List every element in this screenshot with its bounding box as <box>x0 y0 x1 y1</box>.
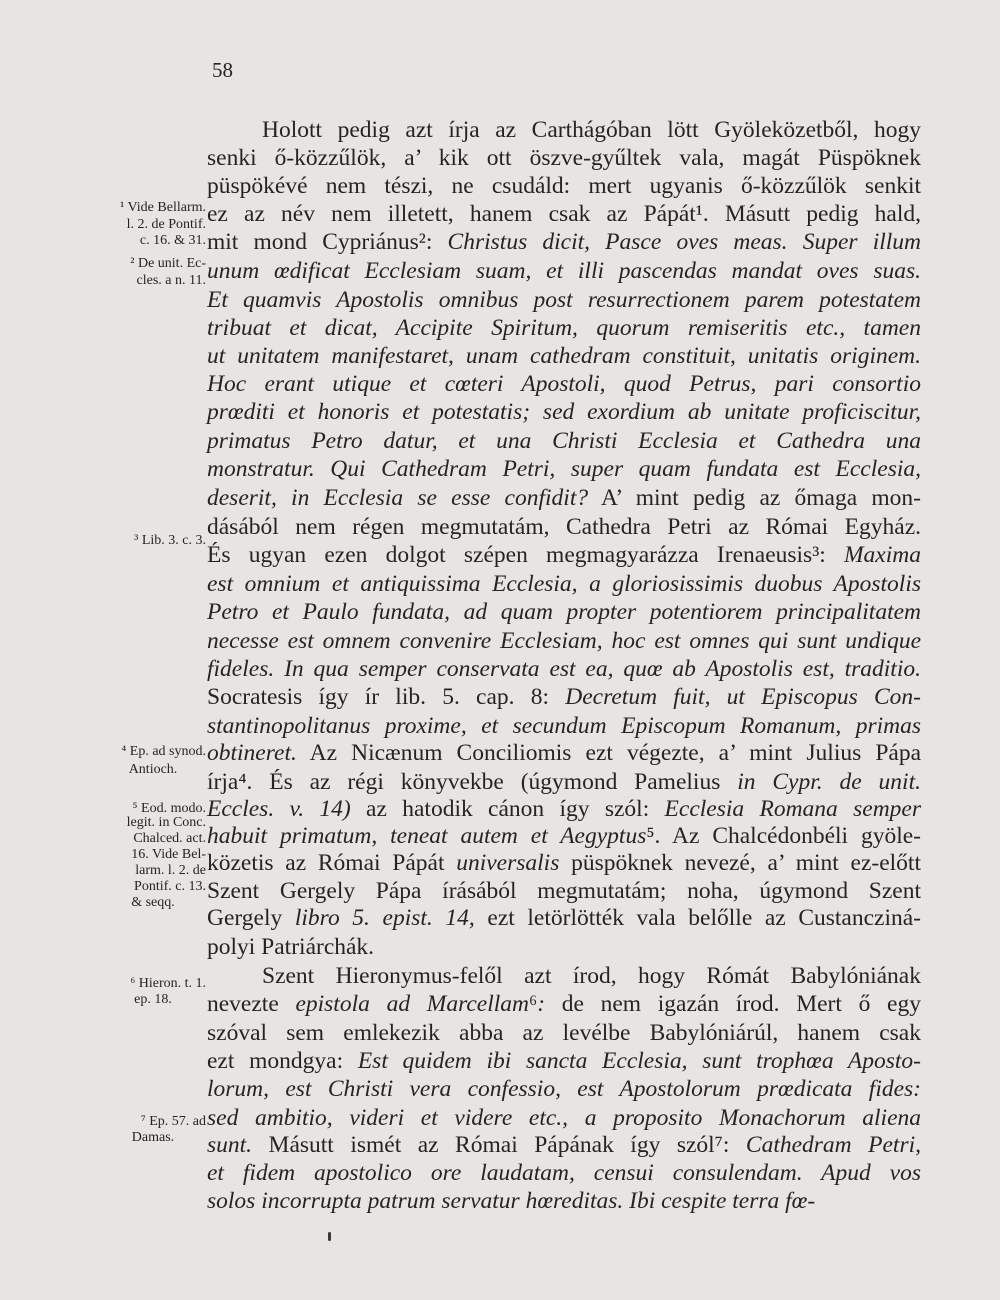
text-line: ut unitatem manifestaret, unam cathedram constituit, unitatis originem. <box>207 343 921 369</box>
text-line: dásából nem régen megmutatám, Cathedra Petri az Római Egyház. <box>207 514 921 540</box>
margin-note: legit. in Conc. <box>126 815 206 830</box>
margin-note: 16. Vide Bel- <box>131 847 206 862</box>
margin-note: ² De unit. Ec- <box>130 256 206 271</box>
margin-note: ³ Lib. 3. c. 3. <box>134 533 206 548</box>
text-line: est omnium et antiquissima Ecclesia, a gloriosissimis duobus Apostolis <box>207 571 921 597</box>
text-line: Petro et Paulo fundata, ad quam propter potentiorem principalitatem <box>207 599 921 625</box>
text-line: stantinopolitanus proxime, et secundum Episcopum Romanum, primas <box>207 713 921 739</box>
text-line: És ugyan ezen dolgot szépen megmagyarázza Irenaeusis³: Maxima <box>207 542 921 568</box>
text-line: mit mond Cypriánus²: Christus dicit, Pasce oves meas. Super illum <box>207 229 922 255</box>
text-line: necesse est omnem convenire Ecclesiam, hoc est omnes qui sunt undique <box>207 628 921 654</box>
text-line: solos incorrupta patrum servatur hœreditas. Ibi cespite terra fœ- <box>207 1188 816 1214</box>
text-line: senki ő-közzűlök, a’ kik ott öszve-gyűltek vala, magát Püspöknek <box>207 145 921 171</box>
text-line: habuit primatum, teneat autem et Aegyptus⁵. Az Chalcédonbéli gyöle- <box>207 823 921 849</box>
margin-note: larm. l. 2. de <box>135 863 206 878</box>
text-line: obtineret. Az Nicænum Conciliomis ezt végezte, a’ mint Julius Pápa <box>207 740 921 766</box>
text-line: monstratur. Qui Cathedram Petri, super quam fundata est Ecclesia, <box>207 456 921 482</box>
text-line: deserit, in Ecclesia se esse confidit? A’ mint pedig az őmaga mon- <box>207 485 921 511</box>
text-line: sed ambitio, videri et videre etc., a proposito Monachorum aliena <box>207 1105 921 1131</box>
text-line: Gergely libro 5. epist. 14, ezt letörlötték vala belőlle az Custancziná- <box>207 905 921 931</box>
text-line: lorum, est Christi vera confessio, est Apostolorum prœdicata fides: <box>207 1076 921 1102</box>
text-line: sunt. Másutt ismét az Római Pápának így szól⁷: Cathedram Petri, <box>207 1132 921 1158</box>
margin-note: Chalced. act. <box>133 831 206 846</box>
margin-note: c. 16. & 31. <box>139 233 206 248</box>
margin-note: ⁶ Hieron. t. 1. <box>130 976 206 991</box>
text-line: polyi Patriárchák. <box>207 934 375 960</box>
page-number: 58 <box>212 58 233 82</box>
text-line: unum œdificat Ecclesiam suam, et illi pascendas mandat oves suas. <box>207 258 921 284</box>
margin-note: ⁴ Ep. ad synod. <box>121 744 206 759</box>
text-line: Eccles. v. 14) az hatodik cánon így szól: Ecclesia Romana semper <box>207 796 921 822</box>
text-line: Holott pedig azt írja az Carthágóban lött Gyöleközetből, hogy <box>262 117 921 143</box>
text-line: ezt mondgya: Est quidem ibi sancta Ecclesia, sunt trophœa Aposto- <box>207 1048 921 1074</box>
margin-note: ep. 18. <box>134 992 172 1007</box>
text-line: nevezte epistola ad Marcellam⁶: de nem igazán írod. Mert ő egy <box>207 991 921 1017</box>
text-line: szóval sem emlekezik abba az levélbe Babylóniárúl, hanem csak <box>207 1020 921 1046</box>
text-line: tribuat et dicat, Accipite Spiritum, quorum remiseritis etc., tamen <box>207 315 921 341</box>
margin-note: Damas. <box>131 1130 175 1145</box>
text-line: írja⁴. És az régi könyvekbe (úgymond Pamelius in Cypr. de unit. <box>207 769 921 795</box>
text-line: püspökévé nem tészi, ne csudáld: mert ugyanis ő-közzűlök senkit <box>207 173 921 199</box>
margin-note: cles. a n. 11. <box>136 273 206 288</box>
text-line: ez az név nem illetett, hanem csak az Pápát¹. Másutt pedig hald, <box>207 201 921 227</box>
text-line: et fidem apostolico ore laudatam, censui consulendam. Apud vos <box>207 1160 921 1186</box>
margin-note: Antioch. <box>128 762 178 777</box>
text-line: primatus Petro datur, et una Christi Ecclesia et Cathedra una <box>207 428 921 454</box>
margin-note: & seqq. <box>131 895 175 910</box>
text-line: közetis az Római Pápát universalis püspöknek nevezé, a’ mint ez-előtt <box>207 850 921 876</box>
text-line: fideles. In qua semper conservata est ea, quœ ab Apostolis est, traditio. <box>207 656 921 682</box>
margin-note: ⁵ Eod. modo. <box>132 801 206 816</box>
margin-note: ⁷ Ep. 57. ad <box>140 1114 206 1129</box>
margin-note: Pontif. c. 13. <box>134 879 206 894</box>
text-line: Hoc erant utique et cœteri Apostoli, quod Petrus, pari consortio <box>207 371 921 397</box>
text-line: Et quamvis Apostolis omnibus post resurrectionem parem potestatem <box>207 287 921 313</box>
text-line: Socratesis így ír lib. 5. cap. 8: Decretum fuit, ut Episcopus Con- <box>207 684 921 710</box>
text-line: Szent Hieronymus-felől azt írod, hogy Rómát Babylóniának <box>262 963 921 989</box>
ink-speck <box>328 1232 331 1241</box>
text-line: prœditi et honoris et potestatis; sed exordium ab unitate proficiscitur, <box>207 399 921 425</box>
text-line: Szent Gergely Pápa írásából megmutatám; noha, úgymond Szent <box>207 878 921 904</box>
margin-note: ¹ Vide Bellarm. <box>120 200 206 215</box>
margin-note: l. 2. de Pontif. <box>126 217 206 232</box>
